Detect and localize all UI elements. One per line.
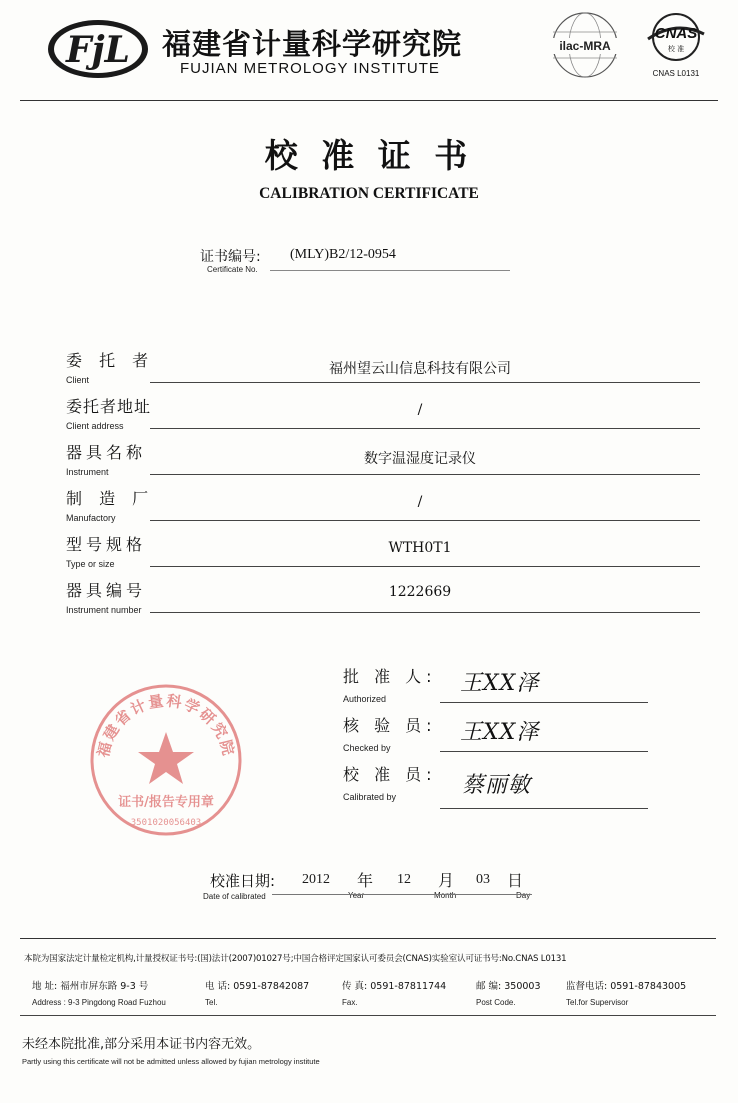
date-label-en: Date of calibrated: [203, 892, 266, 901]
instrument-underline: [150, 474, 700, 475]
instrument-label: 器具名称: [66, 443, 147, 462]
certificate-no-label: 证书编号:: [200, 249, 261, 265]
info-row-client: [0, 348, 738, 388]
authorized-label-en: Authorized: [343, 694, 387, 704]
cnas-badge-icon: [640, 12, 712, 82]
seal-ring-text: 福建省计量科学研究院: [94, 691, 238, 760]
signature-authorized: [0, 664, 738, 708]
info-row-instrument-number: [0, 578, 738, 618]
notice-cn: 未经本院批准,部分采用本证书内容无效。: [22, 1037, 261, 1052]
date-day-cn: 日: [507, 871, 524, 890]
authorized-signature: 王XX泽: [460, 671, 540, 696]
info-row-manufactory: [0, 486, 738, 526]
type-value: WTH0T1: [388, 540, 452, 556]
supervisor-tel-en: Tel.for Supervisor: [566, 998, 629, 1007]
date-label: 校准日期:: [210, 872, 276, 890]
seal-bottom-text: 证书/报告专用章: [118, 795, 214, 810]
calibration-date: [0, 868, 738, 904]
instrument-number-value: 1222669: [388, 584, 452, 600]
checked-signature: 王XX泽: [460, 720, 540, 745]
fjl-logo-icon: [46, 18, 150, 80]
type-underline: [150, 566, 700, 567]
checked-label-en: Checked by: [343, 743, 391, 753]
client-label-en: Client: [66, 375, 90, 385]
date-underline: [272, 894, 532, 895]
tel-en: Tel.: [205, 998, 218, 1007]
calibrated-label: 校 准 员:: [343, 765, 437, 784]
institute-name-en: FUJIAN METROLOGY INSTITUTE: [180, 60, 440, 77]
client-address-underline: [150, 428, 700, 429]
postcode-en: Post Code.: [476, 998, 516, 1007]
calibrated-underline: [440, 808, 648, 809]
date-day-en: Day: [516, 891, 531, 900]
signature-checked: [0, 713, 738, 757]
title-en: CALIBRATION CERTIFICATE: [259, 185, 479, 202]
footer-divider-bottom: [20, 1015, 716, 1016]
manufactory-underline: [150, 520, 700, 521]
address-cn: 地 址: 福州市屏东路 9-3 号: [32, 981, 149, 992]
date-month: 12: [397, 872, 411, 887]
instrument-value: 数字温湿度记录仪: [364, 451, 476, 467]
certificate-no-value: (MLY)B2/12-0954: [290, 247, 396, 262]
date-year-en: Year: [348, 891, 365, 900]
calibrated-label-en: Calibrated by: [343, 792, 397, 802]
address-en: Address : 9-3 Pingdong Road Fuzhou: [32, 998, 166, 1007]
ilac-mra-logo: [548, 12, 622, 82]
manufactory-value: /: [417, 494, 423, 510]
certificate-no-underline: [270, 270, 510, 271]
footer-divider-top: [20, 938, 716, 939]
client-address-label-en: Client address: [66, 421, 124, 431]
supervisor-tel-cn: 监督电话: 0591-87843005: [566, 981, 687, 992]
type-label-en: Type or size: [66, 559, 115, 569]
instrument-label-en: Instrument: [66, 467, 109, 477]
title-cn: 校 准 证 书: [264, 136, 474, 175]
instrument-number-label-en: Instrument number: [66, 605, 142, 615]
cnas-code: CNAS L0131: [652, 69, 700, 78]
cnas-sub: 校 准: [667, 45, 685, 53]
checked-underline: [440, 751, 648, 752]
type-label: 型号规格: [66, 535, 147, 554]
notice-en: Partly using this certificate will not be admitted unless allowed by fujian metrology institute: [22, 1057, 320, 1066]
client-underline: [150, 382, 700, 383]
info-row-type: [0, 532, 738, 572]
calibrated-signature: 蔡丽敏: [462, 773, 532, 798]
info-row-client-address: [0, 394, 738, 434]
fax-cn: 传 真: 0591-87811744: [342, 981, 447, 992]
accreditation-statement: 本院为国家法定计量检定机构,计量授权证书号:(国)法计(2007)01027号;中国合格评定国家认可委员会(CNAS)实验室认可证书号:No.CNAS L0131: [24, 954, 567, 964]
signature-calibrated: [0, 762, 738, 806]
instrument-number-label: 器具编号: [66, 581, 147, 600]
client-label: 委 托 者: [66, 351, 155, 370]
instrument-number-underline: [150, 612, 700, 613]
logo-text: FjL: [66, 29, 130, 71]
cnas-text: CNAS: [654, 25, 698, 42]
institute-name-cn: 福建省计量科学研究院: [162, 27, 463, 61]
date-year-cn: 年: [357, 871, 374, 890]
authorized-underline: [440, 702, 648, 703]
seal-number: 3501020056403: [130, 818, 202, 828]
cnas-logo: [640, 12, 712, 82]
date-month-en: Month: [434, 891, 457, 900]
institute-logo: [46, 18, 150, 80]
client-value: 福州望云山信息科技有限公司: [329, 361, 511, 377]
date-month-cn: 月: [438, 871, 455, 890]
ilac-text: ilac-MRA: [559, 39, 611, 53]
manufactory-label-en: Manufactory: [66, 513, 116, 523]
postcode-cn: 邮 编: 350003: [476, 981, 541, 992]
authorized-label: 批 准 人:: [343, 667, 437, 686]
checked-label: 核 验 员:: [343, 716, 437, 735]
date-day: 03: [476, 872, 490, 887]
certificate-no-label-en: Certificate No.: [207, 265, 258, 274]
ilac-globe-icon: [548, 12, 622, 82]
header-divider: [20, 100, 718, 101]
tel-cn: 电 话: 0591-87842087: [205, 981, 310, 992]
client-address-value: /: [417, 402, 423, 418]
client-address-label: 委托者地址: [66, 397, 152, 416]
date-year: 2012: [302, 872, 330, 887]
fax-en: Fax.: [342, 998, 358, 1007]
info-row-instrument: [0, 440, 738, 480]
manufactory-label: 制 造 厂: [66, 489, 155, 508]
